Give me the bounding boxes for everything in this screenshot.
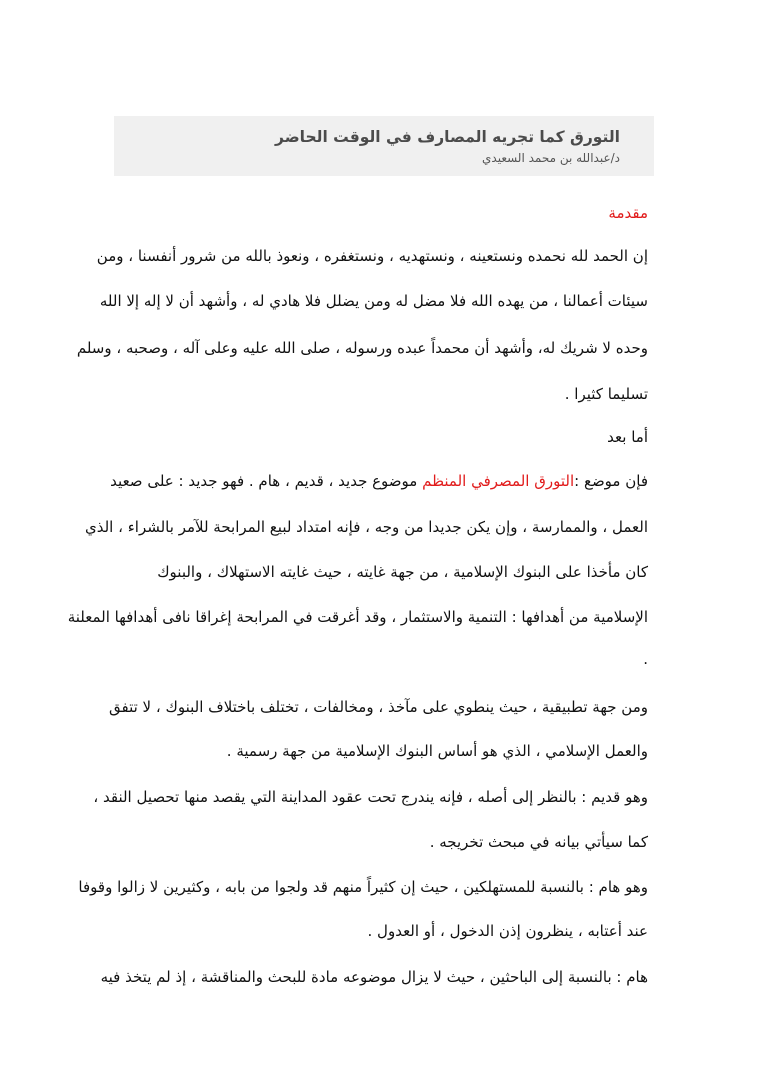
topic-highlight: التورق المصرفي المنظم: [422, 472, 575, 490]
paragraph-end-dot: .: [643, 650, 648, 668]
paragraph-line: والعمل الإسلامي ، الذي هو أساس البنوك الإسلامية من جهة رسمية .: [226, 742, 648, 760]
paragraph-line: ومن جهة تطبيقية ، حيث ينطوي على مآخذ ، ومخالفات ، تختلف باختلاف البنوك ، لا تتفق: [108, 698, 648, 716]
amma-baad-heading: أما بعد: [607, 428, 648, 446]
paragraph-line: وحده لا شريك له، وأشهد أن محمداً عبده ورسوله ، صلى الله عليه وعلى آله ، وصحبه ، وسلم: [76, 339, 648, 357]
paragraph-line: وهو قديم : بالنظر إلى أصله ، فإنه يندرج تحت عقود المداينة التي يقصد منها تحصيل النقد ،: [93, 788, 648, 806]
title-band: [114, 116, 654, 176]
paragraph-line-highlighted: [110, 472, 648, 490]
paragraph-line: العمل ، والممارسة ، وإن يكن جديدا من وجه ، فإنه امتداد لبيع المرابحة للآمر بالشراء ، الذي: [85, 518, 648, 536]
paragraph-line: إن الحمد لله نحمده ونستعينه ، ونستهديه ، ونستغفره ، ونعوذ بالله من شرور أنفسنا ، ومن: [96, 247, 648, 265]
paragraph-line: كما سيأتي بيانه في مبحث تخريجه .: [429, 833, 648, 851]
page-title: التورق كما تجريه المصارف في الوقت الحاضر: [275, 128, 620, 146]
topic-prefix: فإن موضع :: [574, 472, 648, 490]
topic-suffix: موضوع جديد ، قديم ، هام . فهو جديد : على صعيد: [110, 472, 423, 490]
paragraph-line: الإسلامية من أهدافها : التنمية والاستثمار ، وقد أغرقت في المرابحة إغراقا نافى أهدافها المعلنة: [67, 608, 648, 626]
paragraph-line: كان مأخذا على البنوك الإسلامية ، من جهة غايته ، حيث غايته الاستهلاك ، والبنوك: [157, 563, 648, 581]
paragraph-line: تسليما كثيرا .: [564, 385, 648, 403]
paragraph-line: وهو هام : بالنسبة للمستهلكين ، حيث إن كثيراً منهم قد ولجوا من بابه ، وكثيرين لا زالوا وقوفا: [78, 878, 648, 896]
paragraph-line: سيئات أعمالنا ، من يهده الله فلا مضل له ومن يضلل فلا هادي له ، وأشهد أن لا إله إلا الله: [99, 292, 648, 310]
author-line: د/عبدالله بن محمد السعيدي: [482, 151, 620, 165]
paragraph-line: عند أعتابه ، ينظرون إذن الدخول ، أو العدول .: [367, 922, 648, 940]
section-heading-intro: مقدمة: [608, 204, 648, 222]
paragraph-line: هام : بالنسبة إلى الباحثين ، حيث لا يزال موضوعه مادة للبحث والمناقشة ، إذ لم يتخذ فيه: [100, 968, 648, 986]
